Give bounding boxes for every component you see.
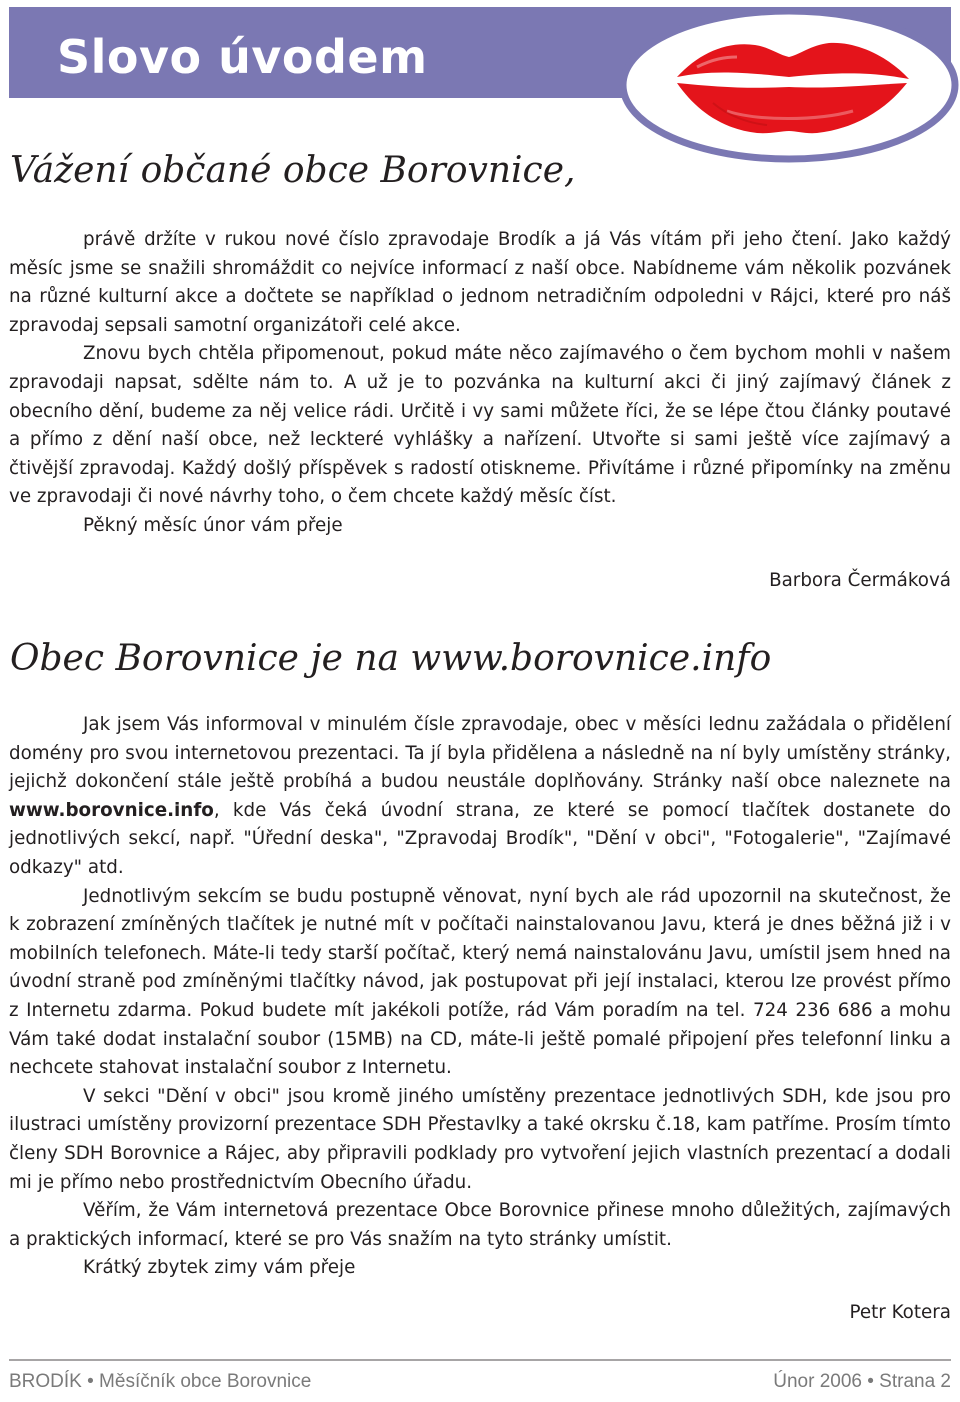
article-1-heading: Vážení občané obce Borovnice, (10, 150, 576, 191)
paragraph-text: , kde Vás čeká úvodní strana, ze které se pomocí tlačítek dostanete do jednotlivých sekcí, např. "Úřední deska", "Zpravodaj Brodík", "Dění v obci", "Fotogalerie", "Zajímavé odkazy" atd. (9, 799, 951, 878)
article-1-paragraph: právě držíte v rukou nové číslo zpravodaje Brodík a já Vás vítám při jeho čtení. Jako každý měsíc jsme se snažili shromáždit co nejvíce informací z naší obce. Nabídneme vám několik pozvánek na různé kulturní akce a dočtete se například o jednom netradičním odpoledni v Rájci, které pro náš zpravodaj sepsali samotní organizátoři celé akce. (9, 229, 951, 336)
article-2-closing: Krátký zbytek zimy vám přeje (83, 1257, 356, 1279)
article-2-paragraph (9, 711, 951, 883)
article-1-signature: Barbora Čermáková (769, 570, 951, 591)
lips-kiss-icon (617, 7, 960, 167)
article-2-heading: Obec Borovnice je na www.borovnice.info (10, 638, 772, 679)
footer-divider (9, 1359, 951, 1361)
paragraph-text: Jak jsem Vás informoval v minulém čísle zpravodaje, obec v měsíci lednu zažádala o přidělení domény pro svou internetovou prezentaci. Ta jí byla přidělena a následně na ní byly umístěny stránky, jejichž dokončení stále ještě probíhá a budou neustále doplňovány. Stránky naší obce naleznete na (9, 714, 951, 793)
footer-page-info: Únor 2006 • Strana 2 (773, 1371, 951, 1392)
article-2-paragraph: Jednotlivým sekcím se budu postupně věnovat, nyní bych ale rád upozornil na skutečnost, že k zobrazení zmíněných tlačítek je nutné mít v počítači nainstalovanou Javu, která je dnes běžná již i v mobilních telefonech. Máte-li tedy starší počítač, který nemá nainstalovánu Javu, umístil jsem hned na úvodní straně pod zmíněnými tlačítky návod, jak postupovat při její instalaci, kterou lze provést přímo z Internetu zdarma. Pokud budete mít jakékoli potíže, rád Vám poradím na tel. 724 236 686 a mohu Vám také dodat instalační soubor (15MB) na CD, máte-li ještě pomalé připojení přes telefonní linku a nechcete stahovat instalační soubor z Internetu. (9, 885, 951, 1079)
article-2-paragraph: V sekci "Dění v obci" jsou kromě jiného umístěny prezentace jednotlivých SDH, kde jsou pro ilustraci umístěny provizorní prezentace SDH Přestavlky a také okrsku č.18, kam patříme. Prosím tímto členy SDH Borovnice a Rájec, aby připravili podklady pro vytvoření jejich vlastních prezentací a dodali mi je přímo nebo prostřednictvím Obecního úřadu. (9, 1085, 951, 1193)
article-1-paragraph: Znovu bych chtěla připomenout, pokud máte něco zajímavého o čem bychom mohli v našem zpravodaji napsat, sdělte nám to. A už je to pozvánka na kulturní akci či jiný zajímavý článek z obecního dění, budeme za něj velice rádi. Určitě i vy sami můžete říci, že se lépe čtou články poutavé a přímo z dění naší obce, než leckteré vyhlášky a nařízení. Utvořte si sami ještě více zajímavý a čtivější zpravodaj. Každý došlý příspěvek s radostí otiskneme. Přivítáme i různé připomínky na změnu ve zpravodaji či nové návrhy toho, o čem chcete každý měsíc číst. (9, 343, 951, 508)
article-2-signature: Petr Kotera (849, 1302, 951, 1323)
page-title: Slovo úvodem (57, 30, 428, 84)
website-link[interactable]: www.borovnice.info (9, 799, 214, 821)
article-2-paragraph: Věřím, že Vám internetová prezentace Obce Borovnice přinese mnoho důležitých, zajímavých a praktických informací, které se pro Vás snažím na tyto stránky umístit. (9, 1200, 951, 1250)
article-1-closing: Pěkný měsíc únor vám přeje (83, 514, 343, 536)
footer-publication: BRODÍK • Měsíčník obce Borovnice (9, 1371, 312, 1392)
article-1-body (9, 226, 951, 541)
article-2-body (9, 711, 951, 1283)
